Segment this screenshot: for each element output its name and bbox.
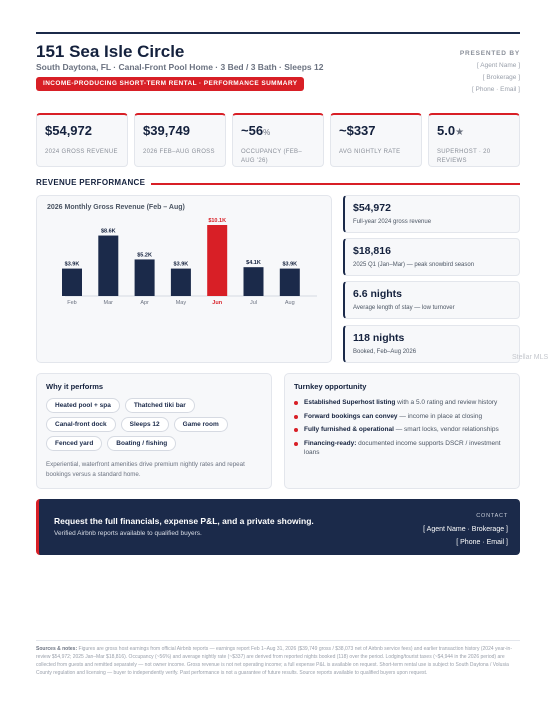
stat-card [343,195,520,233]
sources-notes [36,645,520,677]
amenity-chip: Fenced yard [46,436,102,451]
bar-value-label: $3.9K [64,261,80,268]
amenity-chip: Canal-front dock [46,417,116,432]
sources-label: Sources & notes: [36,646,78,652]
kpi-value: $54,972 [45,123,92,138]
turnkey-item: Forward bookings can convey — income in place at closing [294,412,510,422]
bar-may [171,269,191,296]
amenity-chip: Heated pool + spa [46,398,120,413]
stat-value: $54,972 [353,202,391,214]
agent-name: [ Agent Name ] [477,62,520,69]
presented-by-block [460,48,520,96]
bar-feb [62,269,82,296]
why-title: Why it performs [46,382,104,391]
cta-agent: [ Agent Name · Brokerage ] [423,526,508,533]
kpi-row [36,113,520,167]
stat-card [343,325,520,363]
kpi-card [134,113,226,167]
amenity-chip: Thatched tiki bar [125,398,195,413]
x-tick-label: May [175,300,187,306]
bar-value-label: $10.1K [208,218,227,224]
amenity-chip: Game room [174,417,228,432]
x-tick-label: Apr [140,300,149,306]
page-subtitle: South Daytona, FL · Canal-Front Pool Home · 3 Bed / 3 Bath · Sleeps 12 [36,62,324,72]
stat-desc: Full-year 2024 gross revenue [353,219,432,225]
bar-mar [98,236,118,296]
chart-title: 2026 Monthly Gross Revenue (Feb – Aug) [47,204,185,211]
bar-value-label: $4.1K [246,260,261,267]
kpi-label: AVG NIGHTLY RATE [339,149,401,155]
star-icon: ★ [455,127,465,138]
x-tick-label: Mar [103,300,114,306]
page-title: 151 Sea Isle Circle [36,42,185,61]
stat-value: 6.6 nights [353,288,403,300]
stat-card [343,281,520,319]
bar-value-label: $3.9K [173,261,189,268]
kpi-value: ~56 [241,123,264,138]
sources-text: Figures are gross host earnings from official Airbnb reports — earnings report Feb 1–Aug 31, 2026 ($39,749 gross / $38,073 net of Airbnb service fees) and earlier transaction history (2024 year-in-review $54,972; 2025 Jan–Mar $18,816). Occupancy (~56%) and average nightly rate (~$337) are derived from reported nights booked (118) over the period. Lodging/tourist taxes (~$4,944 in the 2026 period) are collected from guests and remitted separately — not owner income. Gross revenue is not net operating income; a full expense P&L is available on request. Short-term rental use is subject to South Daytona / Volusia County regulation and licensing — buyer to independently verify. Past performance is not a guarantee of future results. Source reports available to qualified buyers upon request. [36,646,512,676]
bar-jul [244,267,264,296]
stat-value: $18,816 [353,245,391,257]
bar-jun [207,225,227,296]
kpi-label: 2026 FEB–AUG GROSS [143,149,215,155]
revenue-bar-chart [37,196,333,364]
turnkey-title: Turnkey opportunity [294,382,367,391]
kpi-card [36,113,128,167]
top-rule [36,32,520,34]
cta-subtext: Verified Airbnb reports available to qualified buyers. [54,530,202,537]
x-tick-label: Jun [212,300,223,306]
bar-value-label: $3.9K [282,261,298,268]
why-note: Experiential, waterfront amenities drive premium nightly rates and repeat bookings versus a standard home. [46,461,245,478]
kpi-value: $39,749 [143,123,190,138]
summary-banner: INCOME-PRODUCING SHORT-TERM RENTAL · PERFORMANCE SUMMARY [36,77,304,91]
agent-contact: [ Phone · Email ] [471,86,520,93]
turnkey-card [284,373,520,489]
kpi-value: 5.0 [437,123,456,138]
stat-desc: Average length of stay — low turnover [353,305,455,311]
brokerage-name: [ Brokerage ] [482,74,520,81]
amenity-chip: Sleeps 12 [121,417,169,432]
turnkey-item: Financing-ready: documented income supports DSCR / investment loans [294,439,510,458]
contact-banner [36,499,520,555]
x-tick-label: Jul [249,300,258,306]
turnkey-item: Established Superhost listing with a 5.0 rating and review history [294,398,510,408]
amenity-chip: Boating / fishing [107,436,176,451]
bar-value-label: $5.2K [137,252,152,259]
revenue-chart-card [36,195,332,363]
turnkey-list [294,398,510,458]
stat-desc: 2025 Q1 (Jan–Mar) — peak snowbird season [353,262,475,268]
x-tick-label: Feb [67,300,77,306]
bar-apr [135,259,155,296]
section-heading [36,178,520,190]
kpi-label: 2024 GROSS REVENUE [45,149,118,155]
kpi-card [428,113,520,167]
bar-value-label: $8.6K [100,228,116,235]
why-it-performs-card [36,373,272,489]
cta-phone: [ Phone · Email ] [456,539,508,546]
footer-rule [36,640,520,641]
kpi-unit: % [263,128,271,137]
stat-card [343,238,520,276]
kpi-value: ~$337 [339,123,376,138]
contact-label: CONTACT [476,513,508,519]
header [36,40,520,96]
kpi-card [232,113,324,167]
bar-aug [280,269,300,296]
x-tick-label: Aug [284,300,295,306]
section-title: REVENUE PERFORMANCE [36,178,151,187]
cta-contact [423,510,508,549]
turnkey-item: Fully furnished & operational — smart locks, vendor relationships [294,425,510,435]
kpi-label: SUPERHOST · 20 REVIEWS [437,149,491,164]
amenity-chips [46,398,256,451]
presented-by-label: PRESENTED BY [459,50,520,57]
kpi-label: OCCUPANCY (FEB–AUG '26) [241,149,302,164]
mls-watermark: Stellar MLS [512,354,549,361]
cta-headline: Request the full financials, expense P&L, and a private showing. [54,516,314,526]
stat-value: 118 nights [353,332,405,344]
stat-desc: Booked, Feb–Aug 2026 [353,349,417,355]
kpi-card [330,113,422,167]
